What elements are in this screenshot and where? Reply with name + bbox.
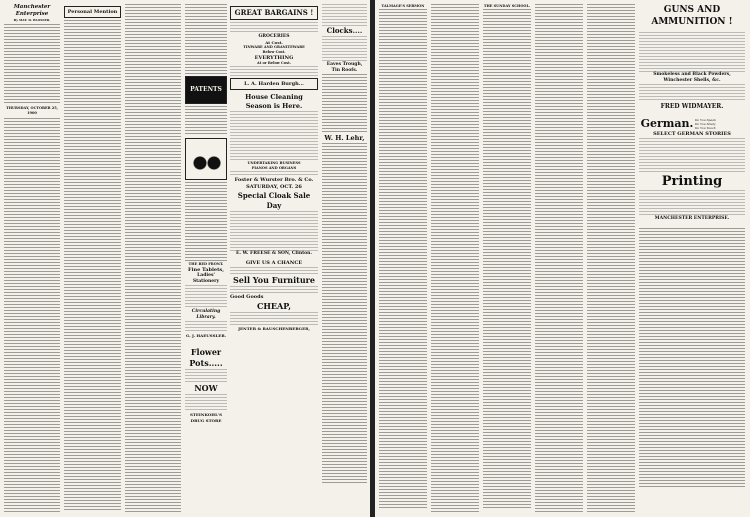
column-1	[4, 4, 60, 513]
drug-store: DRUG STORE	[190, 418, 222, 423]
below-cost-2: At or Below Cost.	[257, 61, 291, 65]
harden-ad: L. A. Harden Burgh...	[230, 78, 318, 90]
byline: By MAT. D. BLOSSER.	[13, 18, 51, 22]
sunday-school-heading: THE SUNDAY SCHOOL.	[483, 4, 531, 8]
patents-ad: PATENTS	[185, 76, 227, 104]
foster-wurster: Foster & Wurster Bro. & Co.	[234, 177, 314, 183]
printing-heading: Printing	[661, 174, 723, 189]
cheap: CHEAP,	[257, 301, 291, 311]
undertaking: UNDERTAKING BUSINESS	[247, 161, 301, 165]
tinware: TINWARE AND GRANITEWARE	[243, 45, 305, 49]
winchester-shells: Winchester Shells, &c.	[663, 78, 721, 83]
right-column-3	[483, 4, 531, 513]
bicycle-ad	[185, 138, 227, 180]
groceries: GROCERIES	[258, 34, 290, 39]
tin-roofs: Tin Roofs.	[331, 68, 358, 73]
pianos: PIANOS AND ORGANS	[251, 166, 297, 170]
fine-tablets: Fine Tablets,	[188, 267, 224, 273]
ammunition-heading: AMMUNITION !	[651, 17, 733, 27]
ew-freese: E. W. FREESE & SON, Clinton.	[235, 251, 313, 256]
german-heading: German.	[640, 117, 694, 130]
good-goods: Good Goods	[230, 294, 264, 300]
red-front: THE RED FRONT.	[188, 262, 224, 266]
flower-pots: Flower Pots.....	[189, 347, 223, 368]
ladies-stationery: Ladies' Stationery	[192, 273, 220, 284]
right-column-1	[379, 4, 427, 513]
masthead: Manchester Enterprise	[13, 4, 51, 17]
jenter: JENTER & RAUSCHENBERGER,	[238, 326, 310, 331]
right-newspaper-page	[375, 0, 750, 517]
haeussler: G. J. HAEUSSLER.	[185, 333, 227, 338]
guns-heading: GUNS AND	[663, 5, 721, 15]
eaves-trough: Eaves Trough,	[326, 62, 363, 67]
do-you-speak: Do You Speak	[695, 118, 716, 122]
give-chance: GIVE US A CHANCE	[245, 260, 303, 266]
special-cloak: Special Cloak Sale Day	[237, 191, 311, 210]
column-6	[322, 4, 367, 513]
column-4	[185, 4, 227, 513]
sell-furniture: Sell You Furniture	[233, 275, 315, 285]
personal-mention-heading: Personal Mention	[64, 6, 121, 18]
clocks: Clocks....	[326, 26, 363, 35]
left-newspaper-page	[0, 0, 370, 517]
everything: EVERYTHING	[254, 55, 294, 61]
fred-widmayer: FRED WIDMAYER.	[660, 103, 724, 110]
column-3	[125, 4, 181, 513]
house-cleaning: House Cleaning	[245, 93, 303, 101]
column-5-ads	[230, 4, 318, 513]
right-ads-column	[639, 4, 745, 513]
wh-lehr: W. H. Lehr,	[324, 134, 365, 142]
at-cost: At Cost.	[265, 40, 283, 45]
season-here: Season is Here.	[245, 102, 303, 110]
great-bargains: GREAT BARGAINS !	[230, 6, 318, 20]
right-column-5	[587, 4, 635, 513]
below-cost: Below Cost.	[262, 50, 286, 54]
manchester-enterprise-footer: MANCHESTER ENTERPRISE.	[654, 216, 730, 221]
select-german-stories: SELECT GERMAN STORIES	[653, 131, 731, 137]
right-column-4	[535, 4, 583, 513]
steinkohl: STEINKOHL'S	[190, 412, 222, 417]
circulating-library: Circulating Library.	[191, 309, 221, 320]
do-you-study: Do You Study	[695, 122, 716, 126]
dateline: THURSDAY, OCTOBER 25, 1900	[6, 106, 58, 115]
now: NOW	[194, 383, 218, 393]
saturday: SATURDAY, OCT. 26	[246, 184, 302, 190]
do-you-teach: Do You Teach	[695, 126, 716, 130]
column-2	[64, 4, 121, 513]
talmage-sermon-heading: TALMAGE'S SERMON	[381, 4, 425, 8]
smokeless-powders: Smokeless and Black Powders,	[653, 72, 731, 77]
right-column-2	[431, 4, 479, 513]
